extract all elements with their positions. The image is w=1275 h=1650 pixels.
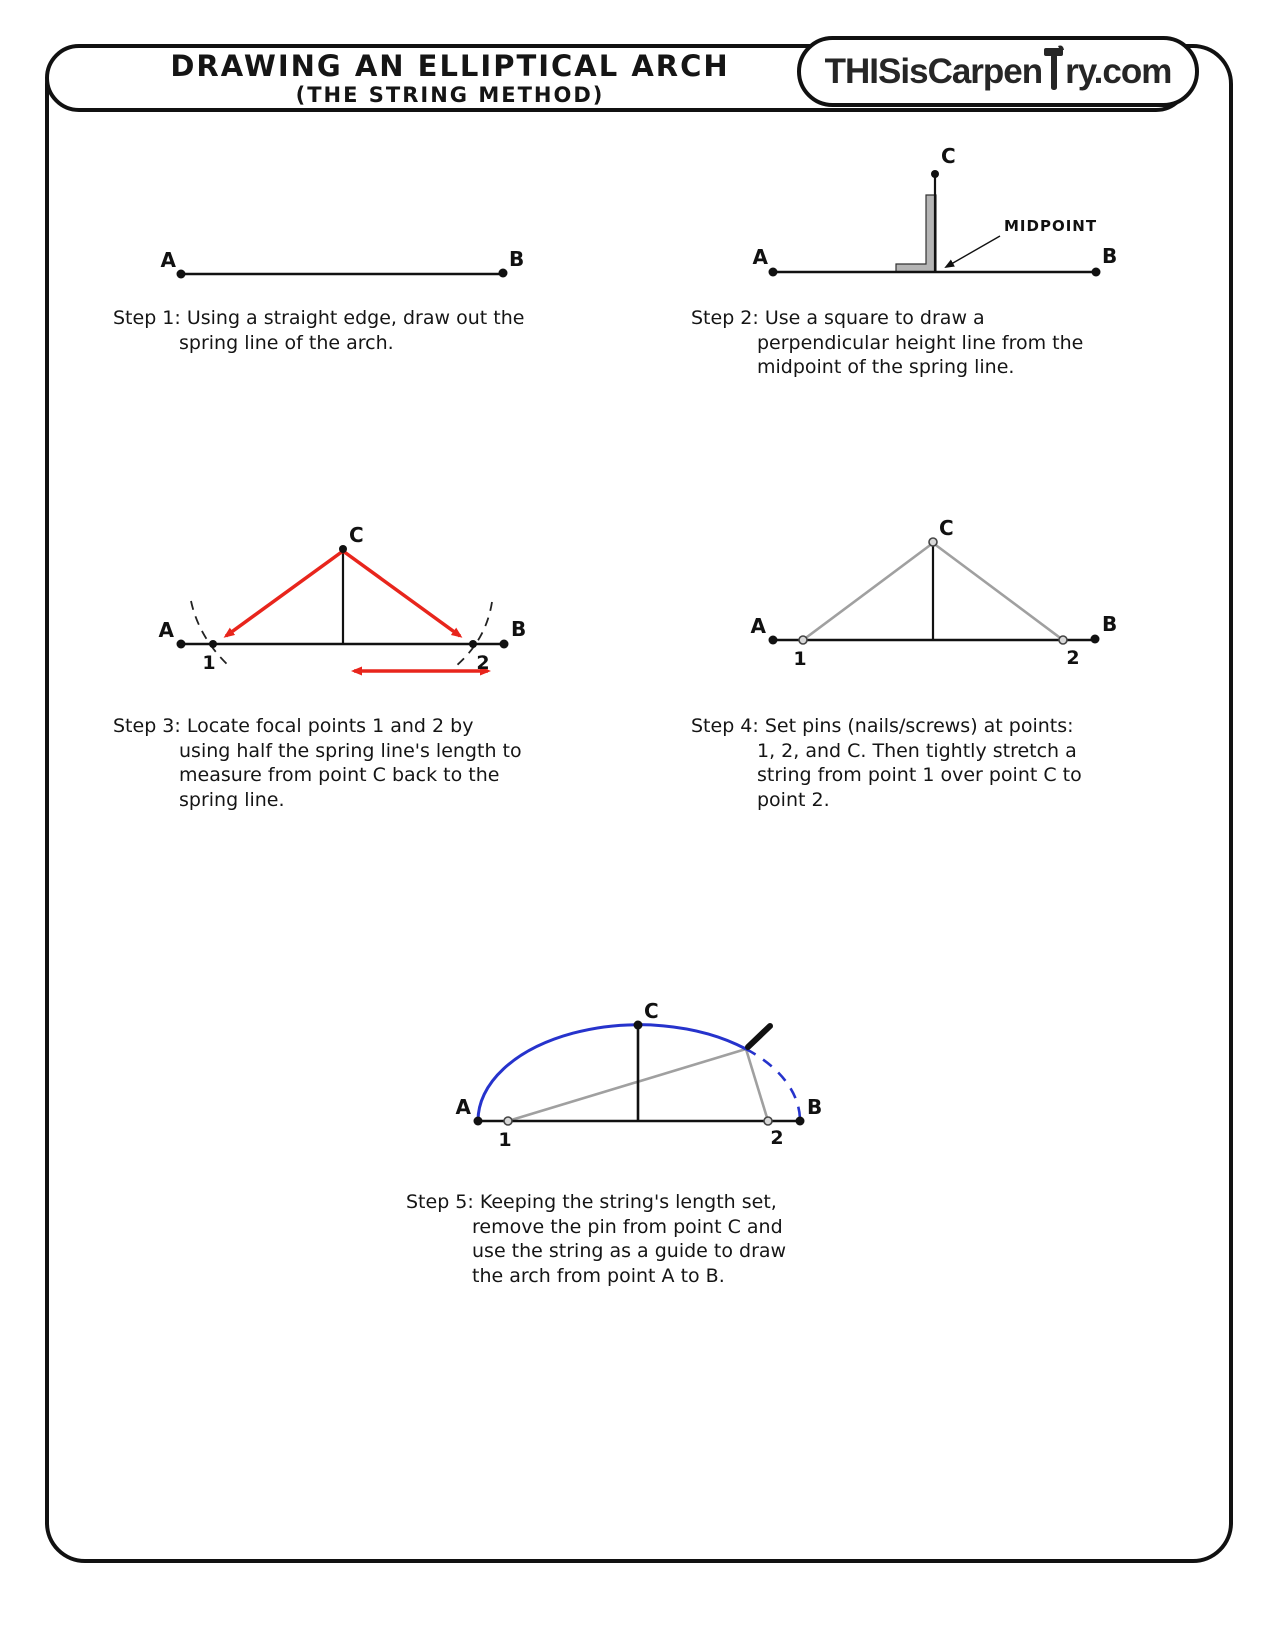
- focal-point-2-dot: [469, 640, 477, 648]
- logo-part2: ry.com: [1065, 51, 1172, 91]
- string-c-to-2: [933, 543, 1063, 640]
- diagram-step5: [456, 999, 823, 1151]
- step4-line: 1, 2, and C. Then tightly stretch a: [757, 739, 1077, 762]
- point-a-label: A: [752, 245, 768, 269]
- diagram-step4: [751, 516, 1118, 670]
- point-b-label: B: [1102, 244, 1118, 268]
- step4-line: Step 4: Set pins (nails/screws) at points:: [691, 715, 1074, 737]
- focal-point-2-label: 2: [770, 1127, 784, 1149]
- point-b-dot: [1092, 268, 1101, 277]
- point-a-label: A: [750, 614, 766, 638]
- point-b-dot: [1091, 635, 1100, 644]
- point-b-label: B: [509, 247, 525, 271]
- step5-line: remove the pin from point C and: [472, 1215, 783, 1238]
- point-b-label: B: [807, 1095, 823, 1119]
- focal-point-1-label: 1: [793, 648, 807, 670]
- point-a-label: A: [158, 618, 174, 642]
- string-1-to-pencil: [508, 1049, 746, 1121]
- measure-arrow-to-1: [226, 551, 343, 636]
- pin-1: [504, 1117, 512, 1125]
- point-c-label: C: [349, 523, 364, 547]
- pin-2: [1059, 636, 1067, 644]
- page-subtitle: (THE STRING METHOD): [295, 83, 605, 107]
- step3-line: spring line.: [179, 788, 285, 811]
- carpenter-square: [896, 195, 936, 272]
- point-b-dot: [796, 1117, 805, 1126]
- focal-point-1-label: 1: [202, 652, 216, 674]
- point-a-dot: [474, 1117, 483, 1126]
- arch-dashed-arc: [746, 1049, 800, 1121]
- pin-2: [764, 1117, 772, 1125]
- step4-line: point 2.: [757, 788, 830, 811]
- point-c-label: C: [939, 516, 954, 540]
- arch-solid-arc: [478, 1025, 746, 1121]
- step3-line: Step 3: Locate focal points 1 and 2 by: [113, 715, 474, 737]
- pin-1: [799, 636, 807, 644]
- point-c-dot: [931, 170, 939, 178]
- point-a-dot: [177, 270, 186, 279]
- step5-line: use the string as a guide to draw: [472, 1240, 787, 1262]
- diagram-step2: [753, 144, 1118, 277]
- point-a-dot: [769, 636, 778, 645]
- logo-part1: THISisCarpen: [824, 51, 1043, 91]
- pin-c: [929, 538, 937, 546]
- hammer-icon: [1044, 44, 1064, 90]
- point-a-dot: [769, 268, 778, 277]
- point-c-dot: [634, 1021, 643, 1030]
- focal-point-2-label: 2: [476, 652, 490, 674]
- site-logo-text: [825, 44, 1172, 100]
- step5-line: Step 5: Keeping the string's length set,: [406, 1191, 777, 1213]
- diagram-step1: [161, 247, 525, 279]
- midpoint-label: MIDPOINT: [1004, 217, 1098, 235]
- point-b-label: B: [1102, 612, 1118, 636]
- point-b-label: B: [511, 617, 527, 641]
- focal-point-1-label: 1: [498, 1129, 512, 1151]
- pencil: [748, 1026, 770, 1047]
- step1-line: spring line of the arch.: [179, 331, 394, 354]
- step3-line: measure from point C back to the: [179, 764, 500, 786]
- point-a-dot: [177, 640, 186, 649]
- point-a-label: A: [160, 248, 176, 272]
- point-c-label: C: [941, 144, 956, 168]
- point-a-label: A: [455, 1095, 471, 1119]
- diagram-step3: [159, 523, 527, 674]
- step2-line: midpoint of the spring line.: [757, 356, 1015, 378]
- page-title: DRAWING AN ELLIPTICAL ARCH: [170, 49, 730, 83]
- step1-line: Step 1: Using a straight edge, draw out the: [113, 307, 525, 329]
- step2-line: perpendicular height line from the: [757, 331, 1084, 354]
- string-1-to-c: [803, 543, 933, 640]
- point-c-dot: [339, 545, 347, 553]
- point-b-dot: [499, 269, 508, 278]
- site-logo: [797, 36, 1199, 107]
- midpoint-arrow: [946, 236, 1000, 267]
- point-b-dot: [500, 640, 509, 649]
- focal-point-2-label: 2: [1066, 647, 1080, 669]
- measure-arrow-to-2: [343, 551, 460, 636]
- step4-line: string from point 1 over point C to: [757, 764, 1082, 786]
- focal-point-1-dot: [209, 640, 217, 648]
- step2-line: Step 2: Use a square to draw a: [691, 307, 985, 329]
- point-c-label: C: [644, 999, 659, 1023]
- step3-line: using half the spring line's length to: [179, 739, 522, 762]
- step5-line: the arch from point A to B.: [472, 1264, 725, 1287]
